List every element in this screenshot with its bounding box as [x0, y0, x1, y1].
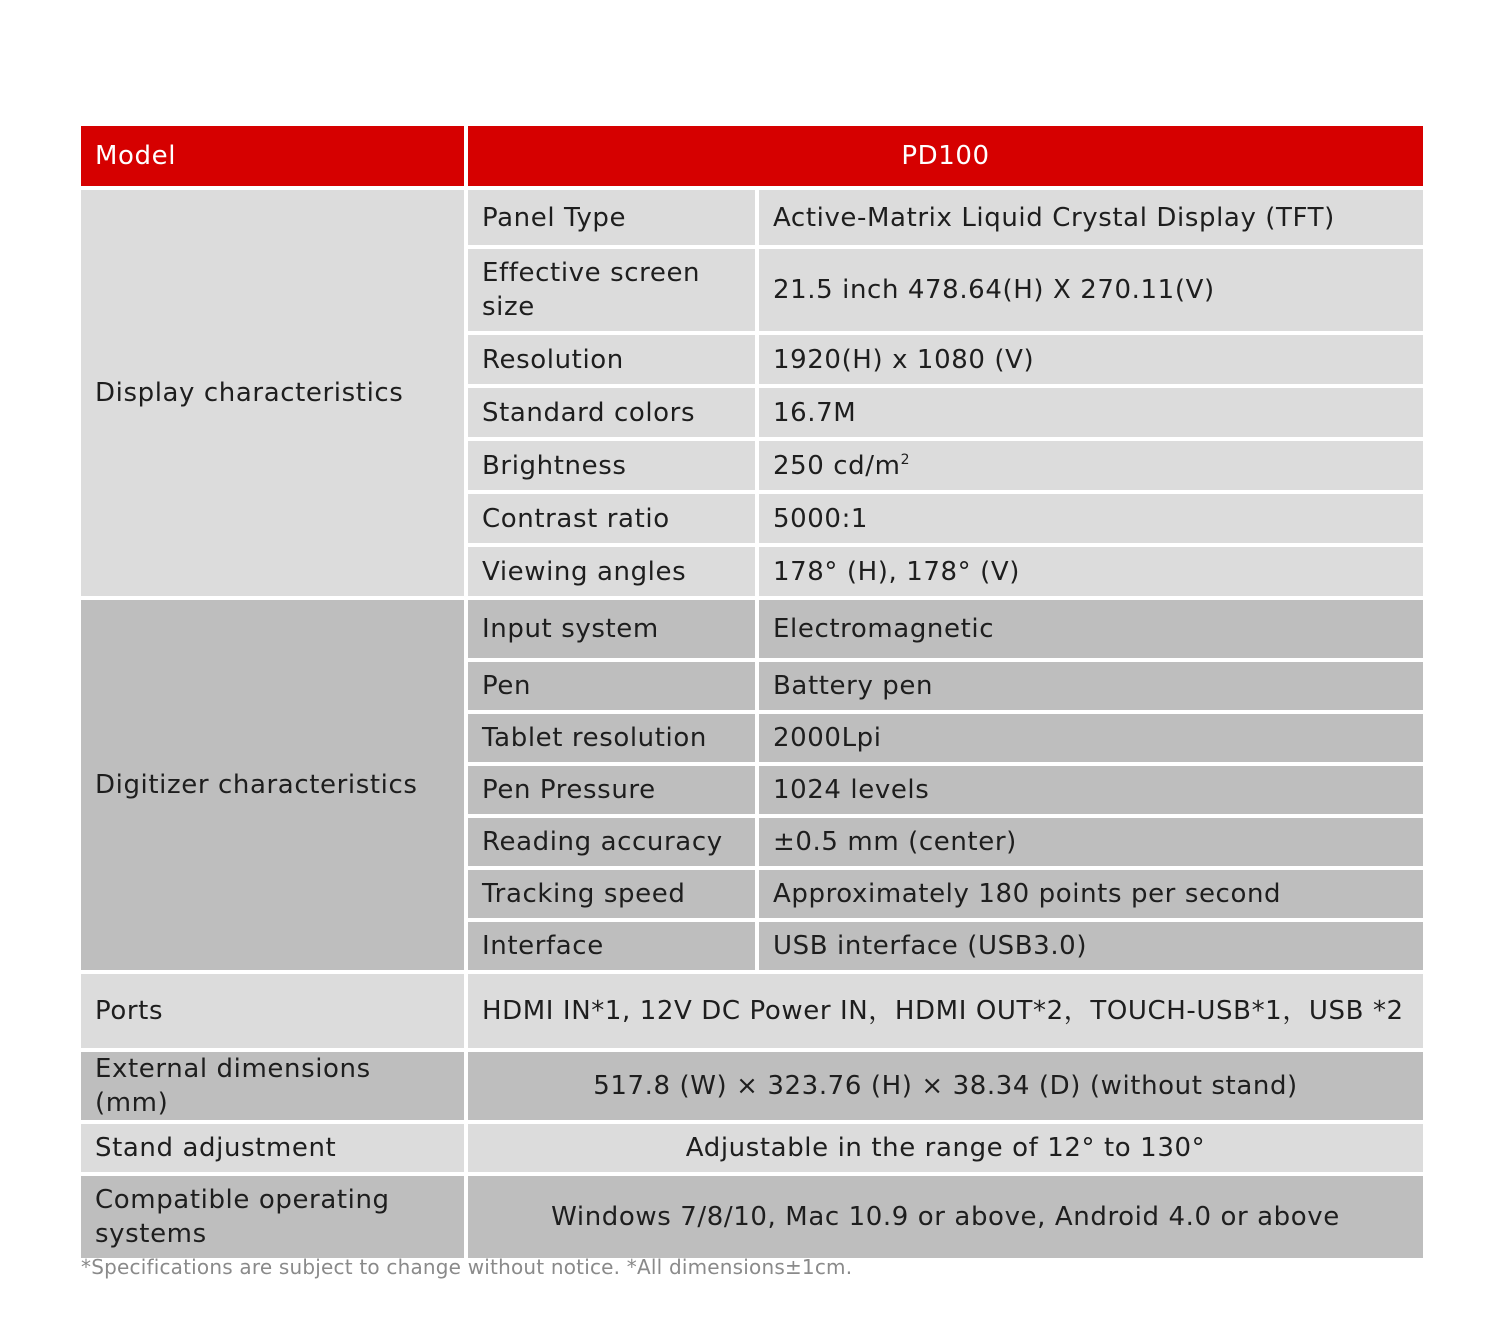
os-value: Windows 7/8/10, Mac 10.9 or above, Android 4.0 or above	[468, 1176, 1423, 1258]
spec-label: Tablet resolution	[468, 714, 755, 762]
spec-label: Standard colors	[468, 388, 755, 437]
dimensions-value: 517.8 (W) × 323.76 (H) × 38.34 (D) (without stand)	[468, 1052, 1423, 1120]
table-row	[81, 1052, 1423, 1120]
spec-value: 1024 levels	[759, 766, 1423, 814]
spec-label: Pen Pressure	[468, 766, 755, 814]
stand-value: Adjustable in the range of 12° to 130°	[468, 1124, 1423, 1172]
stand-label: Stand adjustment	[81, 1124, 464, 1172]
spec-label: Resolution	[468, 335, 755, 384]
model-label: Model	[81, 126, 464, 186]
spec-value: 178° (H), 178° (V)	[759, 547, 1423, 596]
spec-value: 5000:1	[759, 494, 1423, 543]
header-row	[81, 126, 1423, 186]
spec-table	[77, 122, 1427, 1262]
ports-value: HDMI IN*1, 12V DC Power IN，HDMI OUT*2，TOUCH-USB*1，USB *2	[468, 974, 1423, 1048]
table-row	[81, 1124, 1423, 1172]
spec-value: USB interface (USB3.0)	[759, 922, 1423, 970]
spec-value: Active-Matrix Liquid Crystal Display (TFT)	[759, 190, 1423, 245]
spec-value: Battery pen	[759, 662, 1423, 710]
table-row	[81, 1176, 1423, 1258]
spec-value: ±0.5 mm (center)	[759, 818, 1423, 866]
display-category: Display characteristics	[81, 190, 464, 596]
table-row	[81, 600, 1423, 658]
spec-label: Viewing angles	[468, 547, 755, 596]
brightness-value: 250 cd/m	[773, 450, 901, 481]
spec-value: 2000Lpi	[759, 714, 1423, 762]
table-row	[81, 974, 1423, 1048]
spec-value: 1920(H) x 1080 (V)	[759, 335, 1423, 384]
spec-label: Brightness	[468, 441, 755, 490]
brightness-superscript: 2	[900, 451, 911, 468]
spec-value: 16.7M	[759, 388, 1423, 437]
digitizer-category: Digitizer characteristics	[81, 600, 464, 970]
os-label: Compatible operating systems	[81, 1176, 464, 1258]
spec-value: Electromagnetic	[759, 600, 1423, 658]
footnote: *Specifications are subject to change without notice. *All dimensions±1cm.	[81, 1255, 853, 1279]
spec-label: Interface	[468, 922, 755, 970]
spec-value: Approximately 180 points per second	[759, 870, 1423, 918]
model-value: PD100	[468, 126, 1423, 186]
spec-value: 21.5 inch 478.64(H) X 270.11(V)	[759, 249, 1423, 331]
spec-label: Tracking speed	[468, 870, 755, 918]
spec-label: Input system	[468, 600, 755, 658]
table-row	[81, 190, 1423, 245]
spec-label: Panel Type	[468, 190, 755, 245]
spec-label: Effective screen size	[468, 249, 755, 331]
spec-value	[759, 441, 1423, 490]
ports-label: Ports	[81, 974, 464, 1048]
spec-label: Pen	[468, 662, 755, 710]
spec-label: Contrast ratio	[468, 494, 755, 543]
dimensions-label: External dimensions (mm)	[81, 1052, 464, 1120]
spec-label: Reading accuracy	[468, 818, 755, 866]
